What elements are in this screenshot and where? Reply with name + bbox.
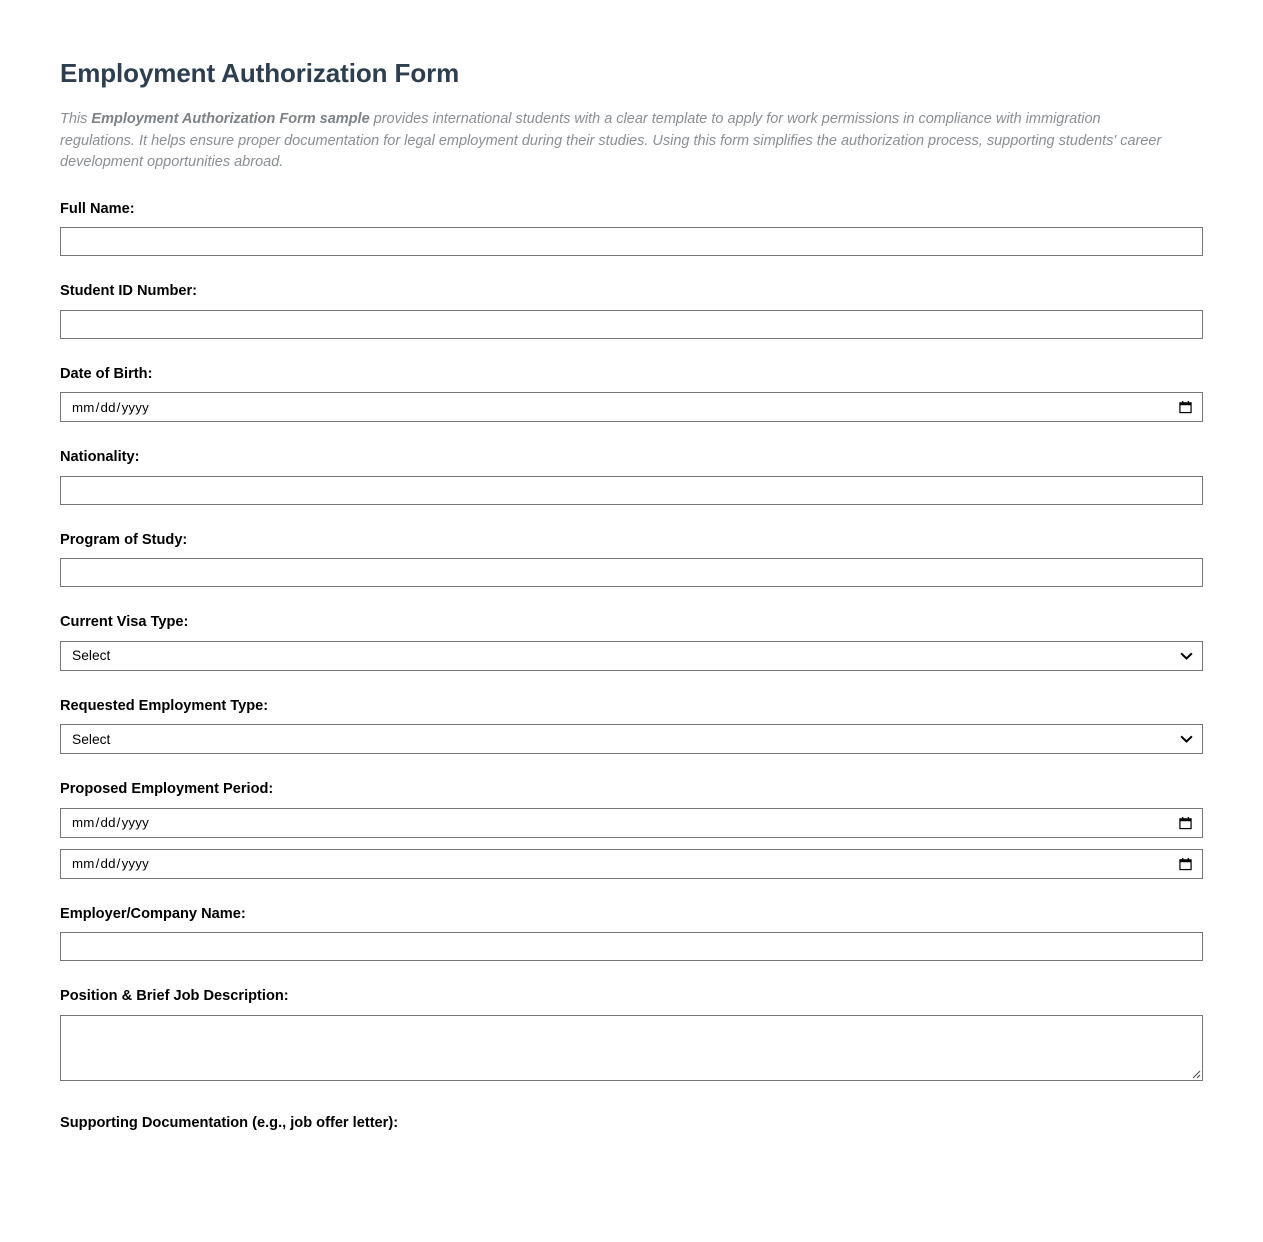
calendar-icon[interactable] [1179,401,1192,414]
employment-period-label: Proposed Employment Period: [60,781,274,798]
description-rest: provides international students with a clear template to apply for work permissions in compliance with immigration regulations. It helps ensure proper documentation for legal employment during their studies. Using this form simplifies the authorization process, supporting students' career development opportunities abroad. [60,111,1162,171]
field-program-of-study [60,505,1203,588]
field-supporting-docs [60,1081,1203,1133]
date-separator: / [116,856,121,872]
program-of-study-input[interactable] [60,558,1203,587]
field-job-description [60,961,1203,1081]
visa-type-select[interactable] [60,641,1203,671]
page-title: Employment Authorization Form [60,58,460,88]
full-name-label: Full Name: [60,200,135,217]
visa-type-label: Current Visa Type: [60,614,189,631]
date-separator: / [116,815,121,831]
employment-period-start-input[interactable] [60,808,1203,838]
date-yyyy: yyyy [121,399,149,415]
date-mm: mm [72,815,95,831]
chevron-down-icon[interactable] [1180,651,1193,660]
nationality-label: Nationality: [60,449,140,466]
job-description-textarea[interactable] [60,1015,1203,1081]
full-name-input[interactable] [60,227,1203,256]
program-of-study-label: Program of Study: [60,531,188,548]
field-visa-type [60,587,1203,671]
date-dd: dd [100,856,116,872]
employment-type-select[interactable] [60,724,1203,754]
description-emphasis: Employment Authorization Form sample [91,111,370,128]
field-date-of-birth [60,339,1203,423]
student-id-label: Student ID Number: [60,283,198,300]
form-description [60,89,1170,173]
employment-period-end-input[interactable] [60,849,1203,879]
field-employment-period [60,754,1203,879]
date-separator: / [95,399,100,415]
date-of-birth-placeholder [61,400,149,415]
calendar-icon[interactable] [1179,816,1192,829]
date-yyyy: yyyy [121,856,149,872]
field-employment-type [60,671,1203,755]
date-dd: dd [100,399,116,415]
date-separator: / [116,399,121,415]
employment-period-start-placeholder [61,815,149,830]
employment-period-end-placeholder [61,856,149,871]
date-separator: / [95,856,100,872]
date-of-birth-label: Date of Birth: [60,365,153,382]
resize-handle-icon[interactable] [1188,1066,1201,1079]
chevron-down-icon[interactable] [1180,735,1193,744]
date-yyyy: yyyy [121,815,149,831]
description-lead: This [60,111,92,128]
job-description-label: Position & Brief Job Description: [60,988,289,1005]
field-student-id [60,256,1203,339]
date-mm: mm [72,399,95,415]
employer-name-input[interactable] [60,932,1203,961]
field-full-name [60,174,1203,257]
employer-name-label: Employer/Company Name: [60,905,246,922]
date-dd: dd [100,815,116,831]
period-spacer [60,838,1203,849]
nationality-input[interactable] [60,476,1203,505]
field-employer-name [60,879,1203,962]
student-id-input[interactable] [60,310,1203,339]
field-nationality [60,422,1203,505]
visa-type-selected-value: Select [72,648,111,664]
date-mm: mm [72,856,95,872]
supporting-docs-label: Supporting Documentation (e.g., job offer letter): [60,1114,399,1131]
calendar-icon[interactable] [1179,857,1192,870]
employment-type-selected-value: Select [72,731,111,747]
date-separator: / [95,815,100,831]
employment-type-label: Requested Employment Type: [60,697,269,714]
date-of-birth-input[interactable] [60,392,1203,422]
